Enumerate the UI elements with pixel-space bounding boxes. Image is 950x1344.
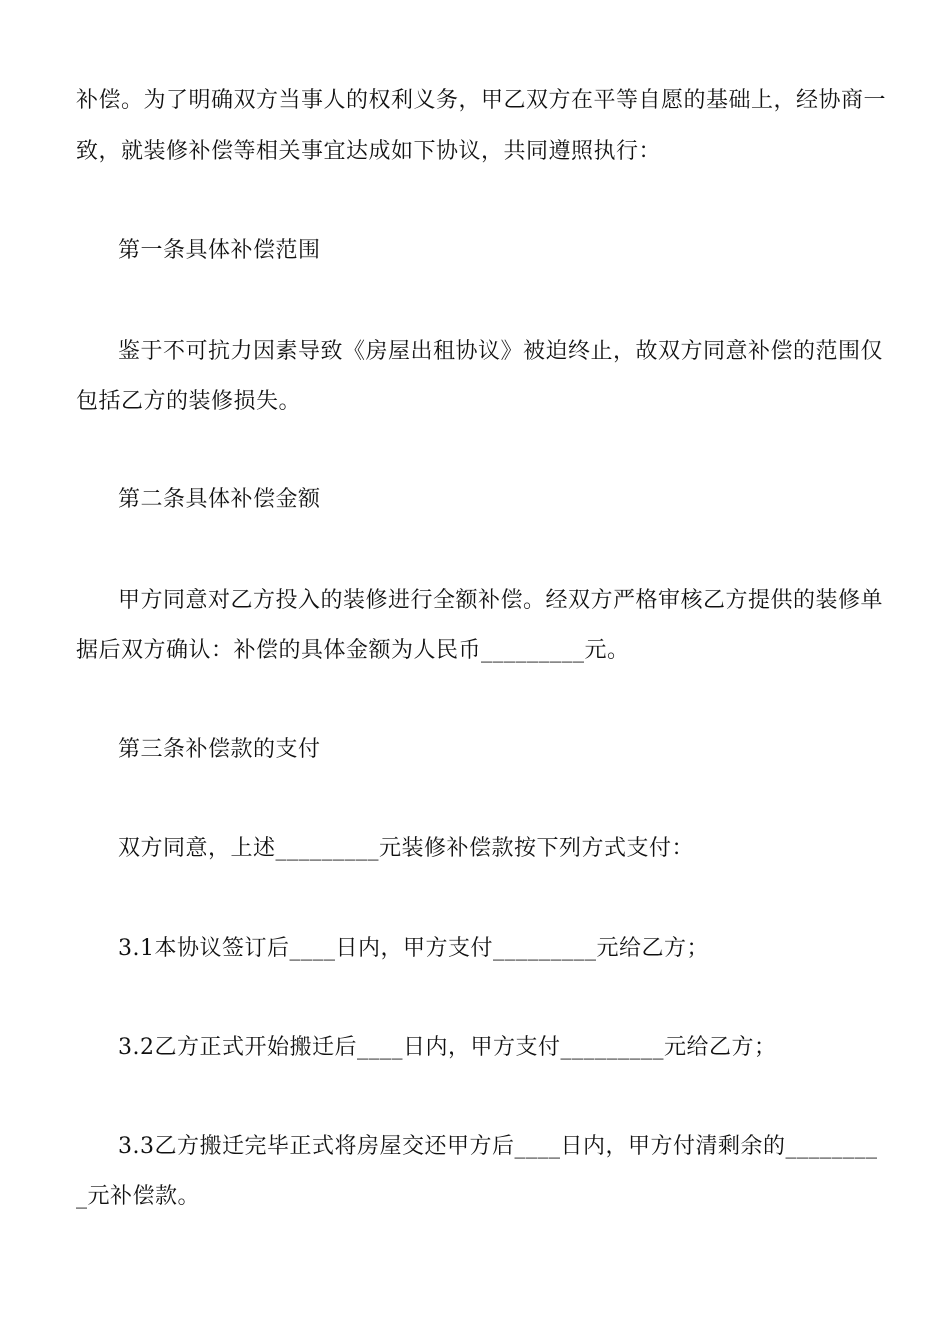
article-1-heading: 第一条具体补偿范围	[118, 238, 321, 263]
paragraph-line: 双方同意，上述_________元装修补偿款按下列方式支付：	[118, 836, 695, 861]
paragraph-line: 包括乙方的装修损失。	[76, 389, 302, 414]
article-2-heading: 第二条具体补偿金额	[118, 487, 321, 512]
paragraph-line: 据后双方确认：补偿的具体金额为人民币_________元。	[76, 638, 630, 663]
clause-3-1: 3.1本协议签订后____日内，甲方支付_________元给乙方；	[118, 936, 709, 961]
clause-3-3: 3.3乙方搬迁完毕正式将房屋交还甲方后____日内，甲方付清剩余的________	[118, 1134, 878, 1159]
article-3-heading: 第三条补偿款的支付	[118, 737, 321, 762]
paragraph-line: 致，就装修补偿等相关事宜达成如下协议，共同遵照执行：	[76, 139, 662, 164]
clause-3-2: 3.2乙方正式开始搬迁后____日内，甲方支付_________元给乙方；	[118, 1035, 777, 1060]
paragraph-line: 鉴于不可抗力因素导致《房屋出租协议》被迫终止，故双方同意补偿的范围仅	[118, 339, 884, 364]
paragraph-line: 补偿。为了明确双方当事人的权利义务，甲乙双方在平等自愿的基础上，经协商一	[76, 88, 887, 113]
paragraph-line: 甲方同意对乙方投入的装修进行全额补偿。经双方严格审核乙方提供的装修单	[118, 588, 884, 613]
clause-3-3-continued: _元补偿款。	[76, 1184, 201, 1209]
